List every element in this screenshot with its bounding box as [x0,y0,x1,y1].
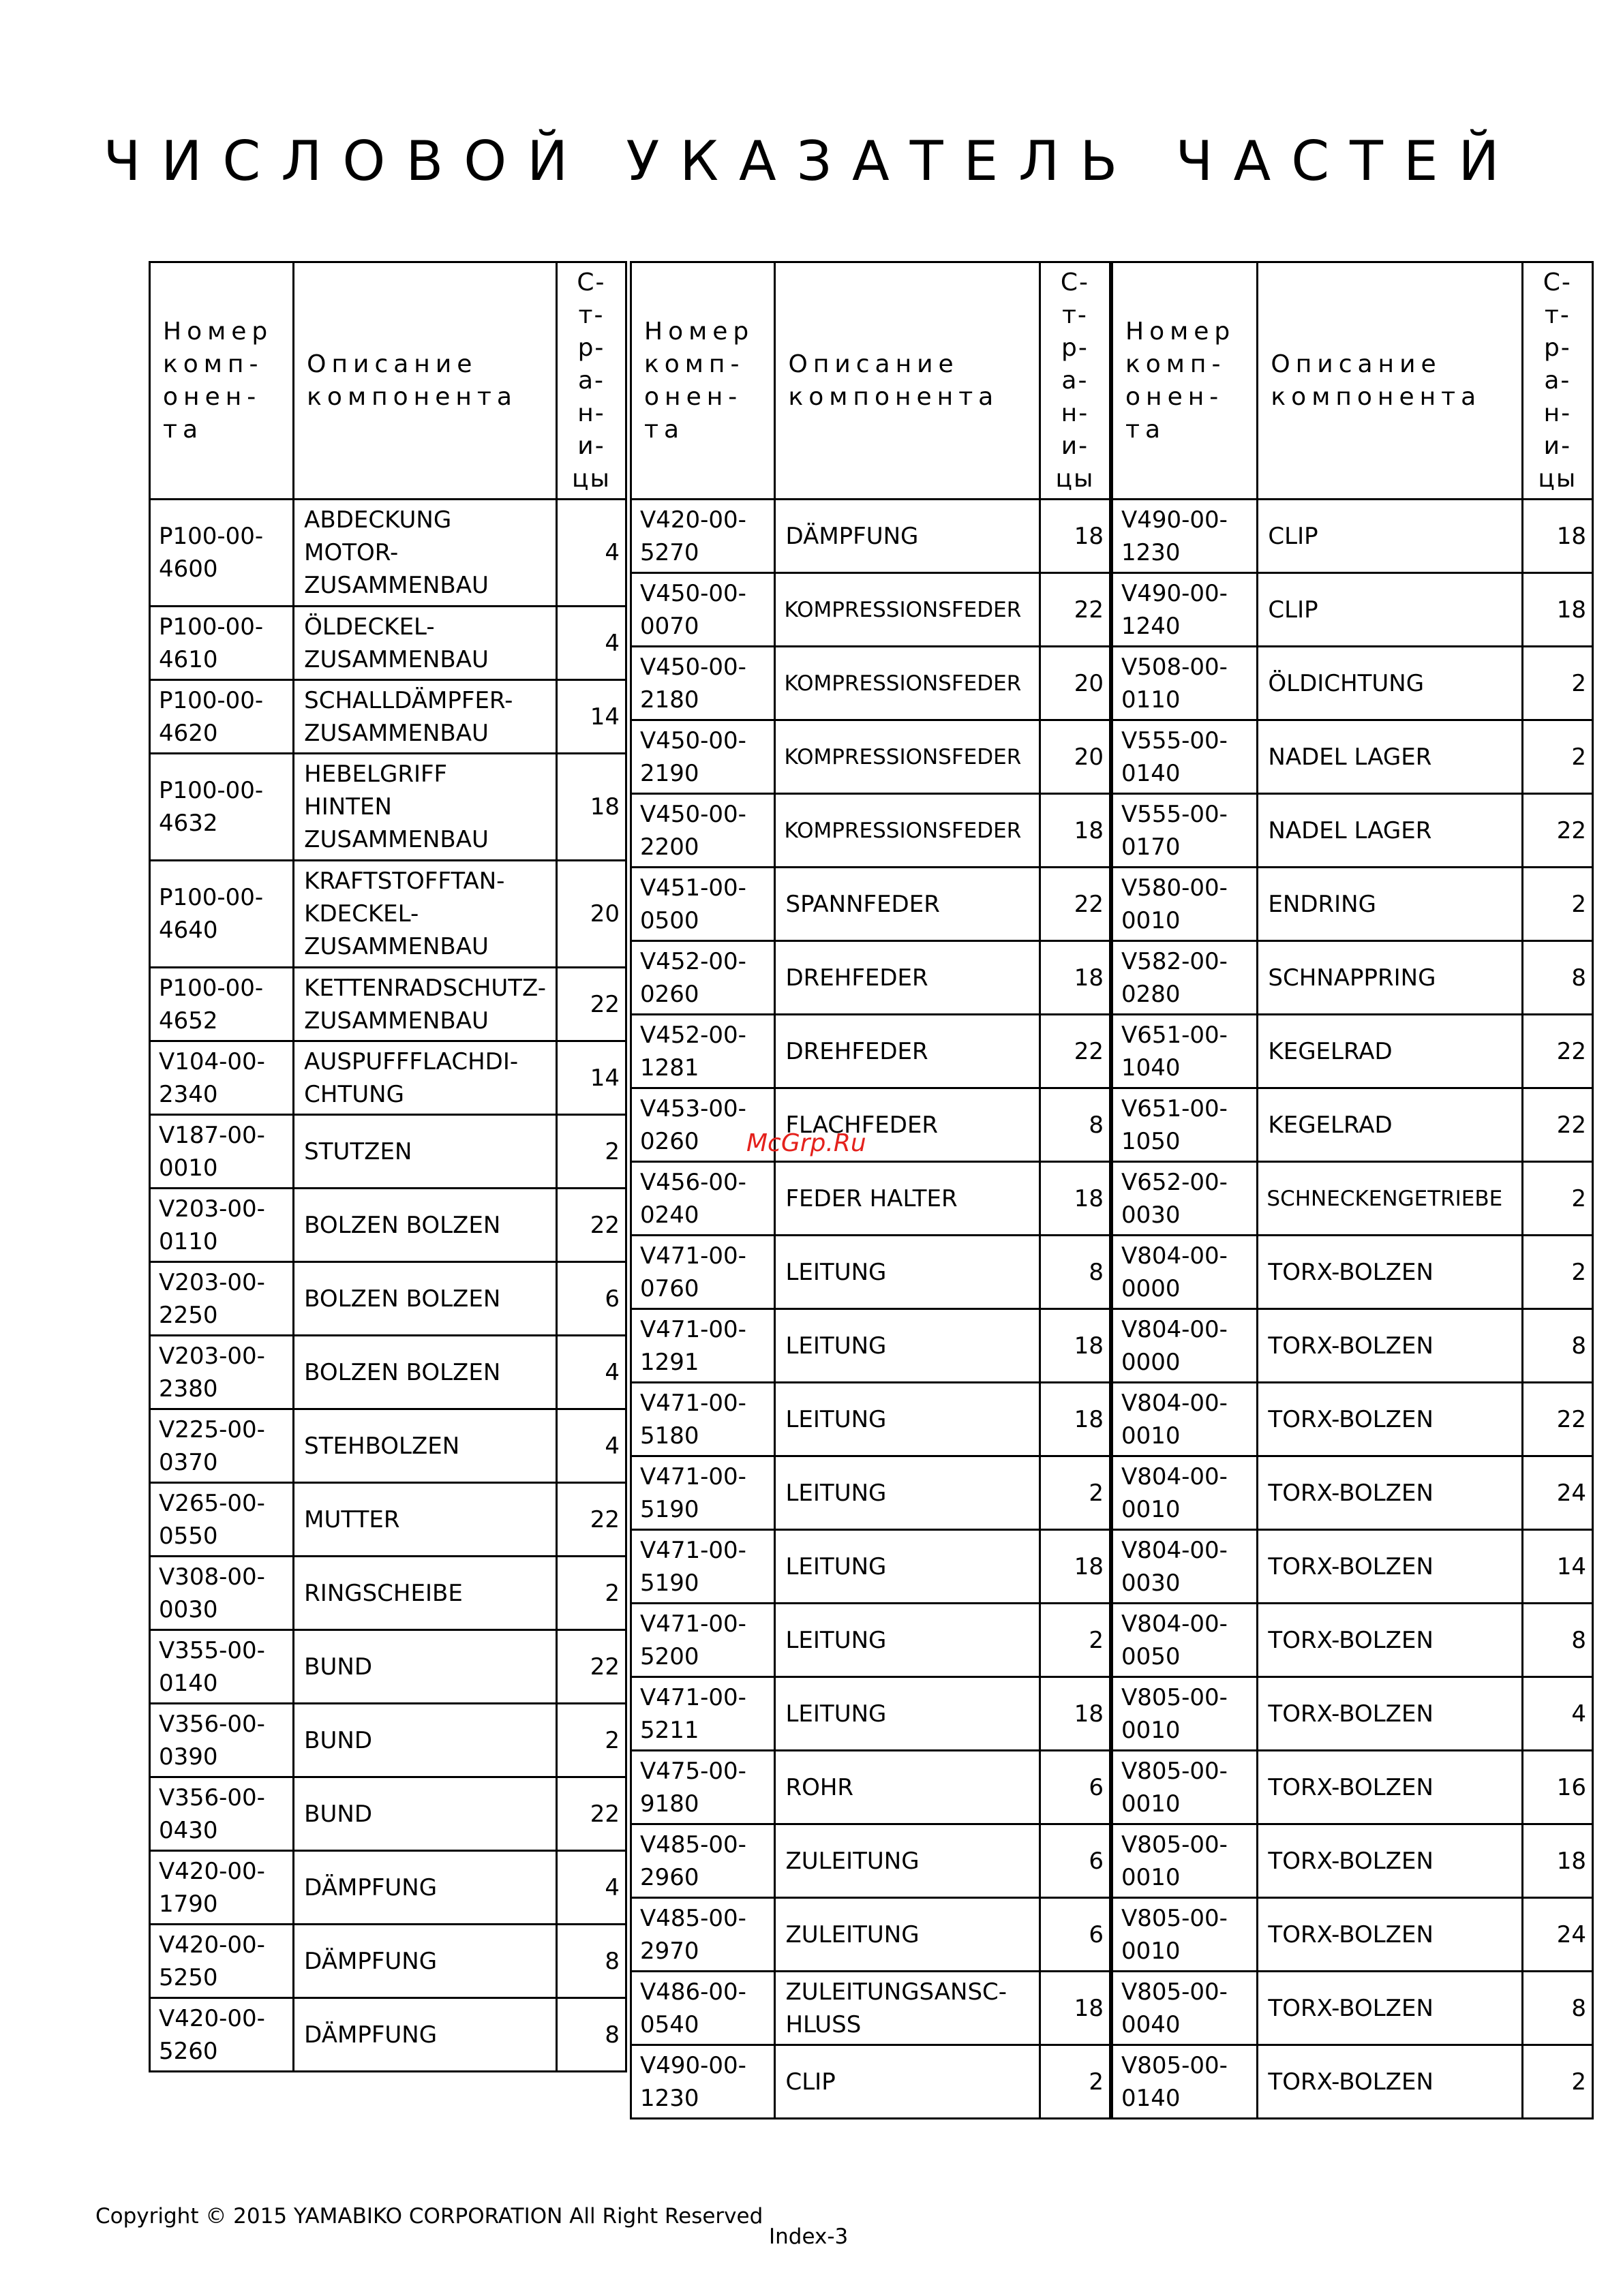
table-row [631,1015,1110,1088]
part-description: SCHNAPPRING [1258,941,1522,1015]
page-number: 8 [1040,1088,1110,1162]
part-number: V804-00- 0000 [1112,1309,1258,1383]
table-row [1112,2045,1593,2119]
part-number: V452-00- 0260 [631,941,775,1015]
table-row [1112,1677,1593,1751]
part-description: BOLZEN BOLZEN [294,1262,557,1336]
part-description: BOLZEN BOLZEN [294,1189,557,1262]
header-page: С- т- р- а- н- и- цы [557,262,626,500]
page-number: 22 [557,1189,626,1262]
table-row [150,1630,626,1704]
part-number: V452-00- 1281 [631,1015,775,1088]
part-number: V471-00- 0760 [631,1236,775,1309]
page-number: 22 [557,1777,626,1851]
page-number: 22 [1040,868,1110,941]
page-number: 22 [1522,1383,1592,1456]
part-number: V651-00- 1040 [1112,1015,1258,1088]
page-number: 14 [1522,1530,1592,1604]
part-description: ÖLDECKEL- ZUSAMMENBAU [294,607,557,680]
part-description: SCHALLDÄMPFER- ZUSAMMENBAU [294,680,557,754]
table-row [1112,941,1593,1015]
table-row [631,868,1110,941]
page-number: 2 [1522,1236,1592,1309]
header-part-number: Номер комп- онен- та [631,262,775,500]
header-part-number: Номер комп- онен- та [1112,262,1258,500]
table-row [150,607,626,680]
watermark: McGrp.Ru [746,1129,866,1157]
page-number: 4 [557,607,626,680]
page-number: 18 [557,754,626,861]
table-row [150,500,626,607]
header-description: Описание компонента [775,262,1040,500]
table-row [1112,1751,1593,1824]
part-description: DÄMPFUNG [294,1998,557,2072]
part-number: V308-00- 0030 [150,1557,294,1630]
table-row [631,794,1110,868]
part-description: LEITUNG [775,1383,1040,1456]
part-number: V651-00- 1050 [1112,1088,1258,1162]
page-number: 6 [1040,1751,1110,1824]
part-description: TORX-BOLZEN [1258,1972,1522,2045]
page-number: 2 [1040,1604,1110,1677]
part-number: V420-00- 5270 [631,500,775,573]
part-number: V450-00- 2200 [631,794,775,868]
header-description: Описание компонента [294,262,557,500]
table-row [150,1704,626,1777]
header-part-number: Номер комп- онен- та [150,262,294,500]
part-number: V355-00- 0140 [150,1630,294,1704]
part-description: TORX-BOLZEN [1258,1530,1522,1604]
part-number: V490-00- 1230 [631,2045,775,2119]
table-row [1112,868,1593,941]
page-number: 18 [1522,573,1592,647]
page-number: 18 [1040,1972,1110,2045]
part-number: V475-00- 9180 [631,1751,775,1824]
part-description: TORX-BOLZEN [1258,1824,1522,1898]
part-description: TORX-BOLZEN [1258,1898,1522,1972]
page-number: 2 [557,1115,626,1189]
part-number: V805-00- 0040 [1112,1972,1258,2045]
page-number: 8 [1522,1309,1592,1383]
part-description: LEITUNG [775,1530,1040,1604]
page-number: 22 [557,1483,626,1557]
page-number: 6 [1040,1824,1110,1898]
table-row [631,1456,1110,1530]
part-description: LEITUNG [775,1309,1040,1383]
page-number: 20 [557,861,626,968]
part-number: V805-00- 0010 [1112,1824,1258,1898]
page-number: 4 [557,1851,626,1925]
page-number: 18 [1040,1677,1110,1751]
part-number: V450-00- 2190 [631,720,775,794]
part-number: V104-00- 2340 [150,1041,294,1115]
part-description: KETTENRADSCHUTZ- ZUSAMMENBAU [294,968,557,1041]
part-description: NADEL LAGER [1258,720,1522,794]
part-number: V456-00- 0240 [631,1162,775,1236]
table-row [1112,647,1593,720]
part-description: DÄMPFUNG [294,1851,557,1925]
part-number: P100-00- 4652 [150,968,294,1041]
part-description: DÄMPFUNG [775,500,1040,573]
parts-index-table-3 [1111,261,1594,2119]
table-row [150,1925,626,1998]
part-description: KRAFTSTOFFTAN- KDECKEL- ZUSAMMENBAU [294,861,557,968]
page-number: 18 [1040,941,1110,1015]
page-index: Index-3 [769,2224,849,2249]
table-row [631,647,1110,720]
part-number: V508-00- 0110 [1112,647,1258,720]
page-number: 22 [1522,1088,1592,1162]
table-row [1112,1456,1593,1530]
page-number: 18 [1522,1824,1592,1898]
table-row [1112,1972,1593,2045]
page-number: 24 [1522,1898,1592,1972]
page-number: 4 [557,1409,626,1483]
table-row [1112,1088,1593,1162]
table-row [631,1604,1110,1677]
table-row [631,720,1110,794]
part-number: V471-00- 5190 [631,1456,775,1530]
part-number: V187-00- 0010 [150,1115,294,1189]
part-number: V265-00- 0550 [150,1483,294,1557]
part-number: V453-00- 0260 [631,1088,775,1162]
table-row [150,680,626,754]
page-number: 20 [1040,720,1110,794]
part-description: TORX-BOLZEN [1258,1456,1522,1530]
table-row [150,1189,626,1262]
part-number: V420-00- 5250 [150,1925,294,1998]
table-row [631,2045,1110,2119]
page-number: 18 [1040,1162,1110,1236]
table-row [631,1972,1110,2045]
part-number: V471-00- 5200 [631,1604,775,1677]
part-description: STUTZEN [294,1115,557,1189]
part-number: V804-00- 0000 [1112,1236,1258,1309]
part-description: KEGELRAD [1258,1015,1522,1088]
part-description: DREHFEDER [775,1015,1040,1088]
table-row [631,1162,1110,1236]
part-number: V486-00- 0540 [631,1972,775,2045]
part-number: V582-00- 0280 [1112,941,1258,1015]
part-number: V804-00- 0010 [1112,1383,1258,1456]
part-number: V225-00- 0370 [150,1409,294,1483]
table-row [1112,794,1593,868]
part-description: TORX-BOLZEN [1258,1236,1522,1309]
part-description: SCHNECKENGETRIEBE [1258,1162,1522,1236]
part-number: V555-00- 0170 [1112,794,1258,868]
table-row [150,1336,626,1409]
part-number: V490-00- 1240 [1112,573,1258,647]
table-row [1112,1015,1593,1088]
part-description: CLIP [1258,573,1522,647]
page-number: 22 [1522,794,1592,868]
part-description: LEITUNG [775,1236,1040,1309]
part-description: DREHFEDER [775,941,1040,1015]
table-row [631,1751,1110,1824]
part-number: V471-00- 5211 [631,1677,775,1751]
table-row [631,573,1110,647]
page-number: 2 [1522,1162,1592,1236]
part-description: BUND [294,1704,557,1777]
part-description: BUND [294,1630,557,1704]
part-description: MUTTER [294,1483,557,1557]
part-description: KOMPRESSIONSFEDER [775,794,1040,868]
page-number: 24 [1522,1456,1592,1530]
table-row [150,1777,626,1851]
page-number: 22 [557,968,626,1041]
part-number: V356-00- 0430 [150,1777,294,1851]
page-number: 6 [1040,1898,1110,1972]
table-row [150,861,626,968]
page-number: 2 [1040,1456,1110,1530]
page-number: 2 [557,1704,626,1777]
part-description: CLIP [1258,500,1522,573]
parts-index-table-2 [630,261,1111,2119]
page-number: 2 [557,1557,626,1630]
page-number: 16 [1522,1751,1592,1824]
page-number: 22 [1522,1015,1592,1088]
table-row [150,1851,626,1925]
part-description: KOMPRESSIONSFEDER [775,573,1040,647]
table-row [150,1041,626,1115]
part-number: V471-00- 1291 [631,1309,775,1383]
part-description: AUSPUFFFLACHDI- CHTUNG [294,1041,557,1115]
header-page: С- т- р- а- н- и- цы [1522,262,1592,500]
part-description: TORX-BOLZEN [1258,1309,1522,1383]
page-number: 6 [557,1262,626,1336]
part-number: V555-00- 0140 [1112,720,1258,794]
part-description: FEDER HALTER [775,1162,1040,1236]
part-description: TORX-BOLZEN [1258,1751,1522,1824]
part-number: P100-00- 4620 [150,680,294,754]
part-number: V804-00- 0030 [1112,1530,1258,1604]
part-number: V652-00- 0030 [1112,1162,1258,1236]
part-description: TORX-BOLZEN [1258,2045,1522,2119]
page-number: 22 [557,1630,626,1704]
table-row [150,1483,626,1557]
page-number: 14 [557,1041,626,1115]
page-number: 18 [1040,1309,1110,1383]
page-number: 8 [1522,1972,1592,2045]
part-number: V805-00- 0010 [1112,1898,1258,1972]
page-number: 2 [1040,2045,1110,2119]
table-row [1112,1383,1593,1456]
part-number: V451-00- 0500 [631,868,775,941]
part-description: TORX-BOLZEN [1258,1383,1522,1456]
page-number: 8 [557,1998,626,2072]
page-number: 4 [557,500,626,607]
table-row [1112,1824,1593,1898]
page-number: 20 [1040,647,1110,720]
table-row [631,1236,1110,1309]
part-description: ROHR [775,1751,1040,1824]
table-row [1112,1898,1593,1972]
table-row [1112,1530,1593,1604]
page-number: 14 [557,680,626,754]
parts-index-table-1 [149,261,627,2072]
page-number: 2 [1522,720,1592,794]
table-row [631,1088,1110,1162]
part-description: LEITUNG [775,1604,1040,1677]
page-number: 8 [557,1925,626,1998]
part-description: ZULEITUNG [775,1824,1040,1898]
part-description: LEITUNG [775,1456,1040,1530]
table-row [150,1557,626,1630]
part-description: LEITUNG [775,1677,1040,1751]
table-row [631,941,1110,1015]
page-number: 8 [1040,1236,1110,1309]
part-number: P100-00- 4610 [150,607,294,680]
page-number: 8 [1522,941,1592,1015]
part-description: ZULEITUNG [775,1898,1040,1972]
page-number: 22 [1040,1015,1110,1088]
page-number: 2 [1522,868,1592,941]
page-number: 2 [1522,2045,1592,2119]
part-description: ÖLDICHTUNG [1258,647,1522,720]
table-row [150,1262,626,1336]
part-number: V580-00- 0010 [1112,868,1258,941]
part-description: FLACHFEDER [775,1088,1040,1162]
part-number: V490-00- 1230 [1112,500,1258,573]
part-number: P100-00- 4632 [150,754,294,861]
part-description: KEGELRAD [1258,1088,1522,1162]
part-number: V356-00- 0390 [150,1704,294,1777]
page-number: 8 [1522,1604,1592,1677]
table-row [1112,1309,1593,1383]
part-number: V471-00- 5190 [631,1530,775,1604]
page-number: 22 [1040,573,1110,647]
page-number: 4 [1522,1677,1592,1751]
table-row [631,500,1110,573]
part-description: TORX-BOLZEN [1258,1604,1522,1677]
part-number: V485-00- 2960 [631,1824,775,1898]
part-number: V203-00- 2250 [150,1262,294,1336]
table-row [631,1824,1110,1898]
part-description: RINGSCHEIBE [294,1557,557,1630]
table-row [1112,720,1593,794]
table-row [150,1409,626,1483]
table-row [631,1309,1110,1383]
copyright-text: Copyright © 2015 YAMABIKO CORPORATION All Right Reserved [95,2204,763,2229]
header-page: С- т- р- а- н- и- цы [1040,262,1110,500]
table-row [631,1530,1110,1604]
table-row [1112,573,1593,647]
part-description: BOLZEN BOLZEN [294,1336,557,1409]
table-row [150,754,626,861]
part-number: V420-00- 1790 [150,1851,294,1925]
part-number: V804-00- 0050 [1112,1604,1258,1677]
page-number: 18 [1040,1383,1110,1456]
table-row [631,1383,1110,1456]
page-title: ЧИСЛОВОЙ УКАЗАТЕЛЬ ЧАСТЕЙ [103,129,1520,193]
part-description: KOMPRESSIONSFEDER [775,720,1040,794]
part-description: SPANNFEDER [775,868,1040,941]
page-number: 18 [1522,500,1592,573]
part-number: V804-00- 0010 [1112,1456,1258,1530]
part-description: HEBELGRIFF HINTEN ZUSAMMENBAU [294,754,557,861]
page-number: 18 [1040,794,1110,868]
part-number: V805-00- 0140 [1112,2045,1258,2119]
part-description: ABDECKUNG MOTOR- ZUSAMMENBAU [294,500,557,607]
part-number: V450-00- 2180 [631,647,775,720]
part-description: ENDRING [1258,868,1522,941]
part-description: TORX-BOLZEN [1258,1677,1522,1751]
part-number: V203-00- 2380 [150,1336,294,1409]
part-description: NADEL LAGER [1258,794,1522,868]
page-number: 4 [557,1336,626,1409]
part-number: V805-00- 0010 [1112,1677,1258,1751]
page-number: 2 [1522,647,1592,720]
part-description: ZULEITUNGSANSC- HLUSS [775,1972,1040,2045]
table-row [150,968,626,1041]
part-description: BUND [294,1777,557,1851]
part-description: DÄMPFUNG [294,1925,557,1998]
page-number: 18 [1040,1530,1110,1604]
part-number: V471-00- 5180 [631,1383,775,1456]
part-number: V450-00- 0070 [631,573,775,647]
table-row [1112,1162,1593,1236]
part-number: P100-00- 4640 [150,861,294,968]
page-number: 18 [1040,500,1110,573]
part-number: P100-00- 4600 [150,500,294,607]
table-row [150,1998,626,2072]
part-number: V203-00- 0110 [150,1189,294,1262]
table-row [631,1677,1110,1751]
table-row [1112,500,1593,573]
part-description: STEHBOLZEN [294,1409,557,1483]
part-description: CLIP [775,2045,1040,2119]
header-description: Описание компонента [1258,262,1522,500]
table-row [1112,1604,1593,1677]
part-number: V805-00- 0010 [1112,1751,1258,1824]
part-number: V420-00- 5260 [150,1998,294,2072]
part-number: V485-00- 2970 [631,1898,775,1972]
table-row [150,1115,626,1189]
table-row [631,1898,1110,1972]
part-description: KOMPRESSIONSFEDER [775,647,1040,720]
table-row [1112,1236,1593,1309]
